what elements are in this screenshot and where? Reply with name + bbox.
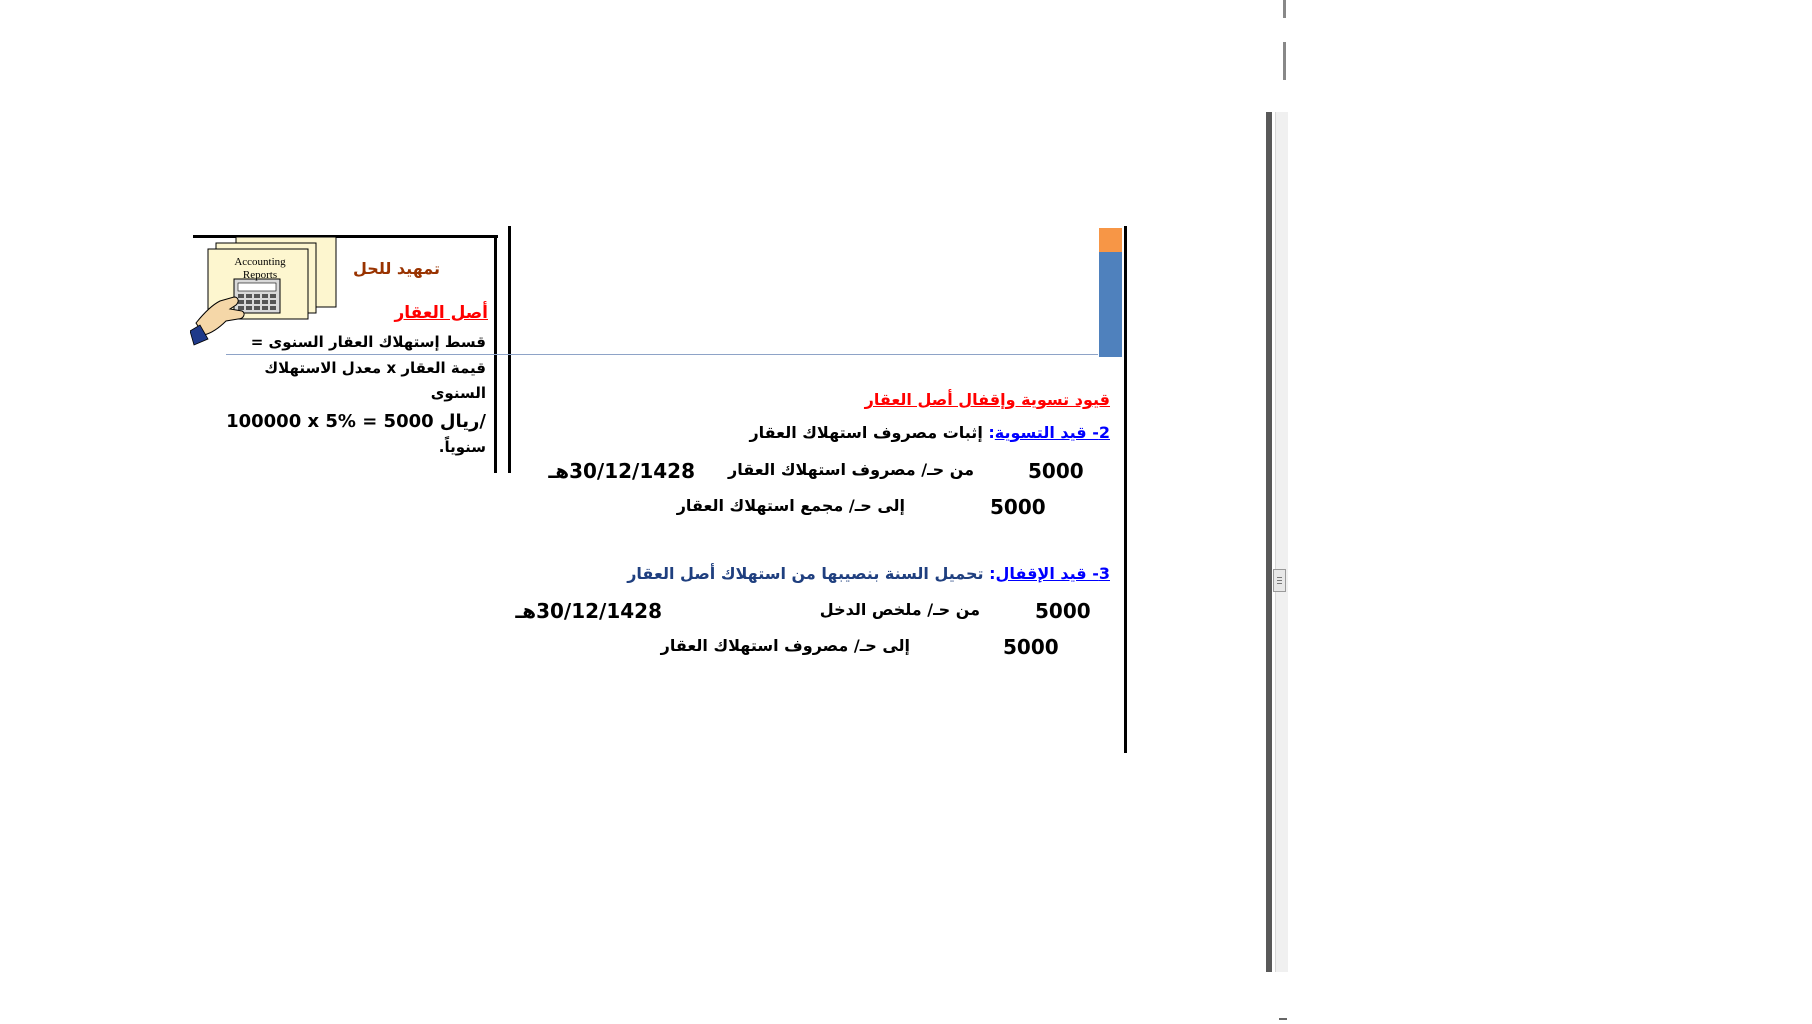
entry2-date: 30/12/1428هـ bbox=[548, 459, 695, 483]
vertical-scrollbar[interactable] bbox=[1275, 112, 1288, 972]
header-divider-line bbox=[226, 354, 1098, 355]
formula-line-1: قسط إستهلاك العقار السنوى = bbox=[250, 333, 486, 351]
entry2-amount-credit: 5000 bbox=[990, 495, 1046, 519]
entry3-colon: : bbox=[989, 564, 996, 583]
scrollbar-top-marker-2 bbox=[1283, 42, 1286, 80]
entry3-amount-debit: 5000 bbox=[1035, 599, 1091, 623]
entry2-debit-account: من حـ/ مصروف استهلاك العقار bbox=[728, 460, 974, 479]
entry2-desc: إثبات مصروف استهلاك العقار bbox=[749, 423, 989, 442]
entry2-colon: : bbox=[988, 423, 995, 442]
entry2-header bbox=[620, 423, 1110, 442]
entry3-credit-account: إلى حـ/ مصروف استهلاك العقار bbox=[660, 636, 910, 655]
solution-intro-title: تمهيد للحل bbox=[353, 259, 440, 278]
scrollbar-thumb[interactable] bbox=[1273, 569, 1286, 592]
asset-subtitle: أصل العقار bbox=[394, 303, 488, 323]
formula-line-2: قيمة العقار x معدل الاستهلاك bbox=[264, 359, 486, 377]
formula-line-4 bbox=[220, 411, 486, 432]
entry2-credit-account: إلى حـ/ مجمع استهلاك العقار bbox=[676, 496, 905, 515]
scrollbar-bottom-marker bbox=[1279, 1018, 1287, 1020]
main-panel-border-right bbox=[1124, 226, 1127, 753]
formula-calc: 100000 x 5% = 5000 ريال/ bbox=[226, 411, 486, 432]
scroll-gutter-shadow bbox=[1266, 112, 1272, 972]
accent-orange-block bbox=[1099, 228, 1122, 252]
accounting-reports-icon bbox=[190, 235, 340, 347]
left-panel-border-right-outer bbox=[508, 226, 511, 473]
entry3-desc: تحميل السنة بنصيبها من استهلاك أصل العقار bbox=[627, 564, 990, 583]
entry3-label: 3- قيد الإقفال bbox=[995, 564, 1110, 583]
entry3-header bbox=[540, 564, 1110, 583]
entry2-amount-debit: 5000 bbox=[1028, 459, 1084, 483]
entry3-date: 30/12/1428هـ bbox=[515, 599, 662, 623]
entry3-amount-credit: 5000 bbox=[1003, 635, 1059, 659]
formula-line-3: السنوى bbox=[430, 384, 486, 402]
accounting-reports-caption: Accounting Reports bbox=[234, 256, 286, 281]
entries-heading: قيود تسوية وإقفال أصل العقار bbox=[864, 390, 1110, 409]
entry2-label: 2- قيد التسوية bbox=[994, 423, 1110, 442]
formula-line-5: سنوياً. bbox=[438, 438, 486, 456]
entry3-debit-account: من حـ/ ملخص الدخل bbox=[819, 600, 980, 619]
scrollbar-top-marker bbox=[1283, 0, 1286, 18]
accent-blue-block bbox=[1099, 252, 1122, 357]
